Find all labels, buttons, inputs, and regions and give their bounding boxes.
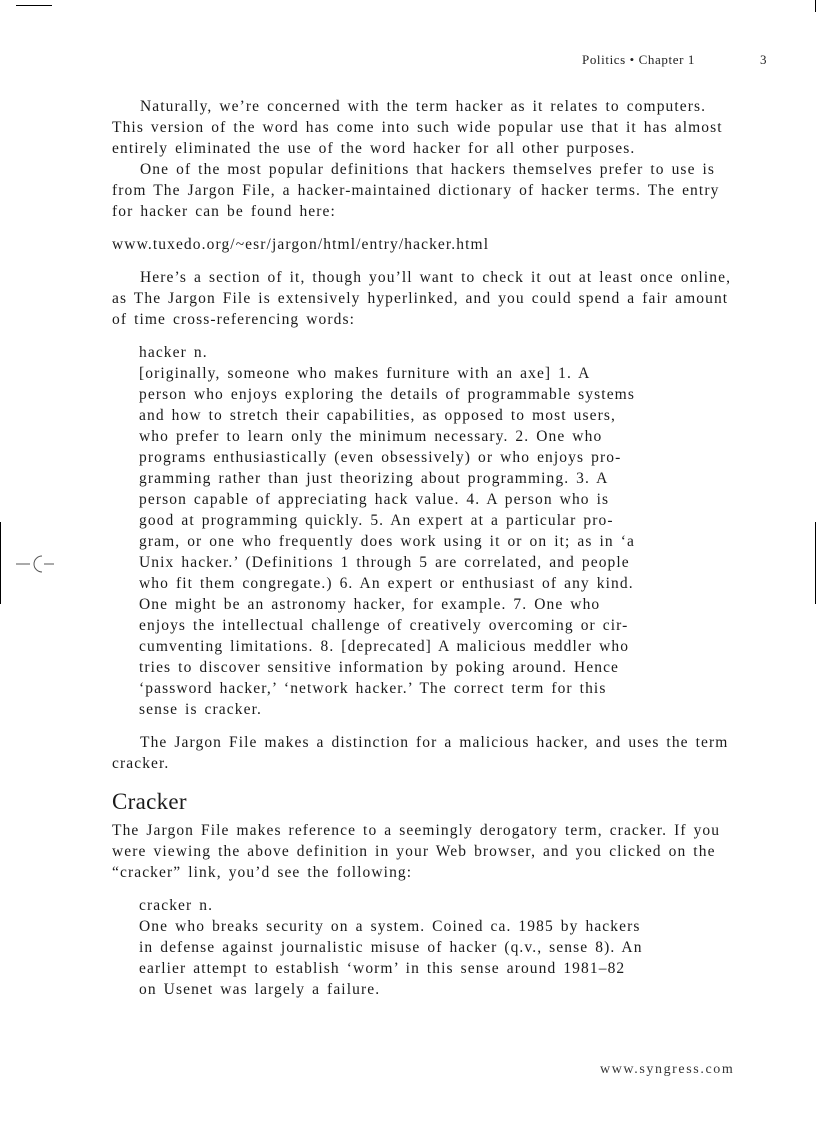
section-title: Politics • Chapter 1 (582, 52, 695, 67)
quote-line: [originally, someone who makes furniture with an axe] 1. A (139, 365, 591, 382)
hacker-definition-quote (139, 342, 744, 720)
paragraph-4: The Jargon File makes a distinction for a malicious hacker, and uses the term cracker. (112, 734, 729, 772)
quote-line: sense is cracker. (139, 701, 262, 718)
quote-line: One who breaks security on a system. Coined ca. 1985 by hackers (139, 918, 641, 935)
page-number: 3 (760, 52, 768, 67)
quote-line: who fit them congregate.) 6. An expert or enthusiast of any kind. (139, 575, 634, 592)
quote-line: ‘password hacker,’ ‘network hacker.’ The correct term for this (139, 680, 607, 697)
cracker-definition-quote (139, 895, 744, 1000)
paragraph-1: Naturally, we’re concerned with the term hacker as it relates to computers. This version of the word has come into such wide popular use that it has almost entirely eliminated the use of the word hacker for all other purposes. (112, 98, 723, 157)
quote-line: on Usenet was largely a failure. (139, 981, 381, 998)
quote-line: in defense against journalistic misuse of hacker (q.v., sense 8). An (139, 939, 643, 956)
paragraph-2: One of the most popular definitions that hackers themselves prefer to use is from The Jargon File, a hacker-maintained dictionary of hacker terms. The entry for hacker can be found here: (112, 161, 720, 220)
registration-mark-icon (16, 552, 56, 576)
quote-line: Unix hacker.’ (Definitions 1 through 5 are correlated, and people (139, 554, 630, 571)
crop-mark-top-left (16, 5, 52, 6)
quote-line: cumventing limitations. 8. [deprecated] A malicious meddler who (139, 638, 630, 655)
section-heading-cracker: Cracker (112, 789, 187, 814)
quote-line: cracker n. (139, 897, 214, 914)
quote-line: and how to stretch their capabilities, as opposed to most users, (139, 407, 616, 424)
quote-line: enjoys the intellectual challenge of creatively overcoming or cir- (139, 617, 629, 634)
quote-line: programs enthusiastically (even obsessively) or who enjoys pro- (139, 449, 622, 466)
quote-line: good at programming quickly. 5. An expert at a particular pro- (139, 512, 614, 529)
quote-line: One might be an astronomy hacker, for example. 7. One who (139, 596, 601, 613)
quote-line: hacker n. (139, 344, 208, 361)
paragraph-3: Here’s a section of it, though you’ll want to check it out at least once online, as The Jargon File is extensively hyperlinked, and you could spend a fair amount of time cross-referencing words: (112, 269, 732, 328)
quote-line: gramming rather than just theorizing about programming. 3. A (139, 470, 609, 487)
paragraph-5: The Jargon File makes reference to a seemingly derogatory term, cracker. If you were viewing the above definition in your Web browser, and you clicked on the “cracker” link, you’d see the following: (112, 822, 721, 881)
quote-line: person who enjoys exploring the details of programmable systems (139, 386, 635, 403)
quote-line: person capable of appreciating hack value. 4. A person who is (139, 491, 610, 508)
quote-line: earlier attempt to establish ‘worm’ in this sense around 1981–82 (139, 960, 626, 977)
quote-line: who prefer to learn only the minimum necessary. 2. One who (139, 428, 603, 445)
footer-website: www.syngress.com (600, 1062, 735, 1077)
quote-line: tries to discover sensitive information by poking around. Hence (139, 659, 620, 676)
page-body (112, 96, 744, 1000)
jargon-url: www.tuxedo.org/~esr/jargon/html/entry/hacker.html (112, 236, 490, 253)
crop-mark-left-middle (0, 522, 1, 604)
quote-line: gram, or one who frequently does work using it or on it; as in ‘a (139, 533, 635, 550)
